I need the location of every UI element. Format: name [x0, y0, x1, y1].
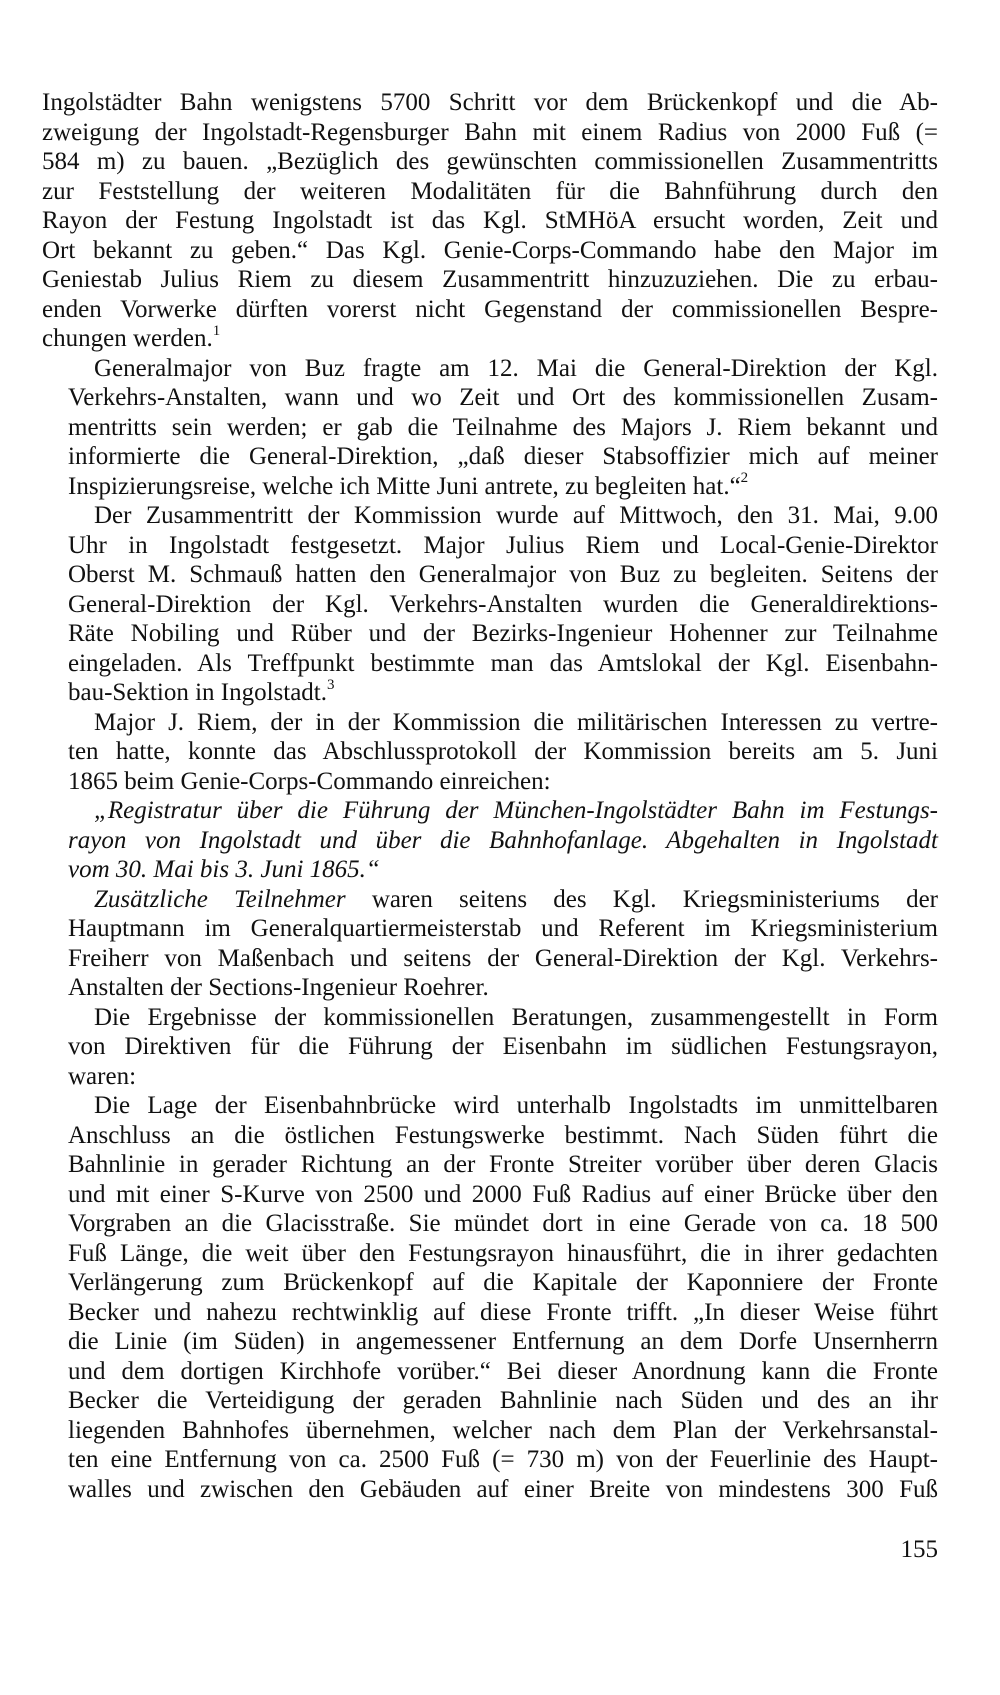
page-number: 155: [900, 1536, 938, 1563]
text-line: 1865 beim Genie-Corps-Commando einreichen:: [68, 767, 551, 795]
text-line: Räte Nobiling und Rüber und der Bezirks-Ingenieur Hohenner zur Teilnahme: [68, 620, 938, 647]
text-line: eingeladen. Als Treffpunkt bestimmte man das Amtslokal der Kgl. Eisenbahn-: [68, 649, 938, 677]
text-line: von Direktiven für die Führung der Eisenbahn im südlichen Festungsrayon,: [68, 1033, 938, 1060]
paragraph: [42, 1091, 938, 1504]
text-line: Becker die Verteidigung der geraden Bahnlinie nach Süden und des an ihr: [68, 1387, 938, 1414]
text-line: Fuß Länge, die weit über den Festungsrayon hinausführt, die in ihrer gedachten: [68, 1239, 938, 1267]
paragraph: [42, 708, 938, 797]
text-line: Die Lage der Eisenbahnbrücke wird unterhalb Ingolstadts im unmittelbaren: [94, 1092, 938, 1119]
text-line: Anstalten der Sections-Ingenieur Roehrer.: [68, 974, 489, 1001]
text-line: Vorgraben an die Glacisstraße. Sie mündet dort in eine Gerade von ca. 18 500: [68, 1210, 938, 1237]
text-line: ten eine Entfernung von ca. 2500 Fuß (= 730 m) von der Feuerlinie des Haupt-: [68, 1446, 938, 1473]
text-line: die Linie (im Süden) in angemessener Entfernung an dem Dorfe Unsernherrn: [68, 1328, 938, 1355]
footnote-marker: 3: [327, 676, 335, 693]
text-line: Die Ergebnisse der kommissionellen Beratungen, zusammengestellt in Form: [94, 1003, 938, 1031]
footnote-marker: 2: [740, 470, 749, 487]
text-line: ten hatte, konnte das Abschlussprotokoll der Kommission bereits am 5. Juni: [68, 738, 938, 765]
text-line: zur Feststellung der weiteren Modalitäten für die Bahnführung durch den: [42, 177, 938, 205]
paragraph: [42, 1003, 938, 1092]
text-line: Der Zusammentritt der Kommission wurde auf Mittwoch, den 31. Mai, 9.00: [94, 502, 938, 529]
text-line: Verlängerung zum Brückenkopf auf die Kapitale der Kaponniere der Fronte: [68, 1269, 938, 1296]
text-line: Geniestab Julius Riem zu diesem Zusammentritt hinzuzuziehen. Die zu erbau-: [42, 266, 938, 293]
text-line: Rayon der Festung Ingolstadt ist das Kgl. StMHöA ersucht worden, Zeit und: [42, 207, 938, 234]
text-line: [42, 324, 938, 354]
text-line: walles und zwischen den Gebäuden auf einer Breite von mindestens 300 Fuß: [68, 1475, 938, 1503]
text-line-content: bau-Sektion in Ingolstadt.: [68, 679, 327, 706]
body-text: [42, 88, 938, 1504]
text-line: mentritts sein werden; er gab die Teilnahme des Majors J. Riem bekannt und: [68, 413, 938, 441]
paragraph: [42, 501, 938, 708]
text-line: [42, 678, 938, 708]
text-line-content: waren seitens des Kgl. Kriegsministeriums der: [345, 885, 938, 913]
text-line-content: Inspizierungsreise, welche ich Mitte Juni antrete, zu begleiten hat.“: [68, 472, 741, 500]
paragraph: [42, 88, 938, 354]
text-line: General-Direktion der Kgl. Verkehrs-Anstalten wurden die Generaldirektions-: [68, 590, 938, 618]
italic-lead: Zusätzliche Teilnehmer: [94, 885, 346, 913]
text-line: [42, 885, 938, 915]
quoted-title: [42, 796, 938, 885]
text-line: enden Vorwerke dürften vorerst nicht Gegenstand der commissionellen Bespre-: [42, 295, 938, 323]
text-line: Hauptmann im Generalquartiermeisterstab und Referent im Kriegsministerium: [68, 915, 938, 942]
text-line: Generalmajor von Buz fragte am 12. Mai die General-Direktion der Kgl.: [94, 354, 938, 382]
text-line: Verkehrs-Anstalten, wann und wo Zeit und Ort des kommissionellen Zusam-: [68, 384, 938, 411]
text-line: waren:: [68, 1062, 137, 1090]
text-line: und mit einer S-Kurve von 2500 und 2000 Fuß Radius auf einer Brücke über den: [68, 1180, 938, 1208]
text-line: Ort bekannt zu geben.“ Das Kgl. Genie-Corps-Commando habe den Major im: [42, 236, 938, 264]
paragraph: [42, 354, 938, 502]
text-line: Oberst M. Schmauß hatten den Generalmajor von Buz zu begleiten. Seitens der: [68, 561, 938, 588]
text-line: „Registratur über die Führung der München-Ingolstädter Bahn im Festungs-: [94, 797, 938, 824]
text-line: liegenden Bahnhofes übernehmen, welcher nach dem Plan der Verkehrsanstal-: [68, 1416, 938, 1444]
text-line: 584 m) zu bauen. „Bezüglich des gewünschten commissionellen Zusammentritts: [42, 148, 938, 175]
paragraph: [42, 885, 938, 1003]
text-line: Major J. Riem, der in der Kommission die militärischen Interessen zu vertre-: [94, 708, 938, 736]
text-line: vom 30. Mai bis 3. Juni 1865.“: [68, 856, 380, 883]
text-line: Freiherr von Maßenbach und seitens der General-Direktion der Kgl. Verkehrs-: [68, 944, 938, 972]
text-line: informierte die General-Direktion, „daß dieser Stabsoffizier mich auf meiner: [68, 443, 938, 470]
text-line-content: chungen werden.: [42, 325, 213, 352]
text-line: Becker und nahezu rechtwinklig auf diese Fronte trifft. „In dieser Weise führt: [68, 1298, 938, 1326]
text-line: Bahnlinie in gerader Richtung an der Fronte Streiter vorüber über deren Glacis: [68, 1151, 938, 1178]
text-line: rayon von Ingolstadt und über die Bahnhofanlage. Abgehalten in Ingolstadt: [68, 826, 938, 854]
footnote-marker: 1: [212, 322, 221, 339]
text-line: Anschluss an die östlichen Festungswerke bestimmt. Nach Süden führt die: [68, 1121, 938, 1149]
text-line: Ingolstädter Bahn wenigstens 5700 Schritt vor dem Brückenkopf und die Ab-: [42, 89, 938, 116]
text-line: zweigung der Ingolstadt-Regensburger Bahn mit einem Radius von 2000 Fuß (=: [42, 118, 938, 146]
text-line: und dem dortigen Kirchhofe vorüber.“ Bei dieser Anordnung kann die Fronte: [68, 1357, 938, 1385]
text-line: [42, 472, 938, 502]
text-line: Uhr in Ingolstadt festgesetzt. Major Julius Riem und Local-Genie-Direktor: [68, 531, 938, 559]
